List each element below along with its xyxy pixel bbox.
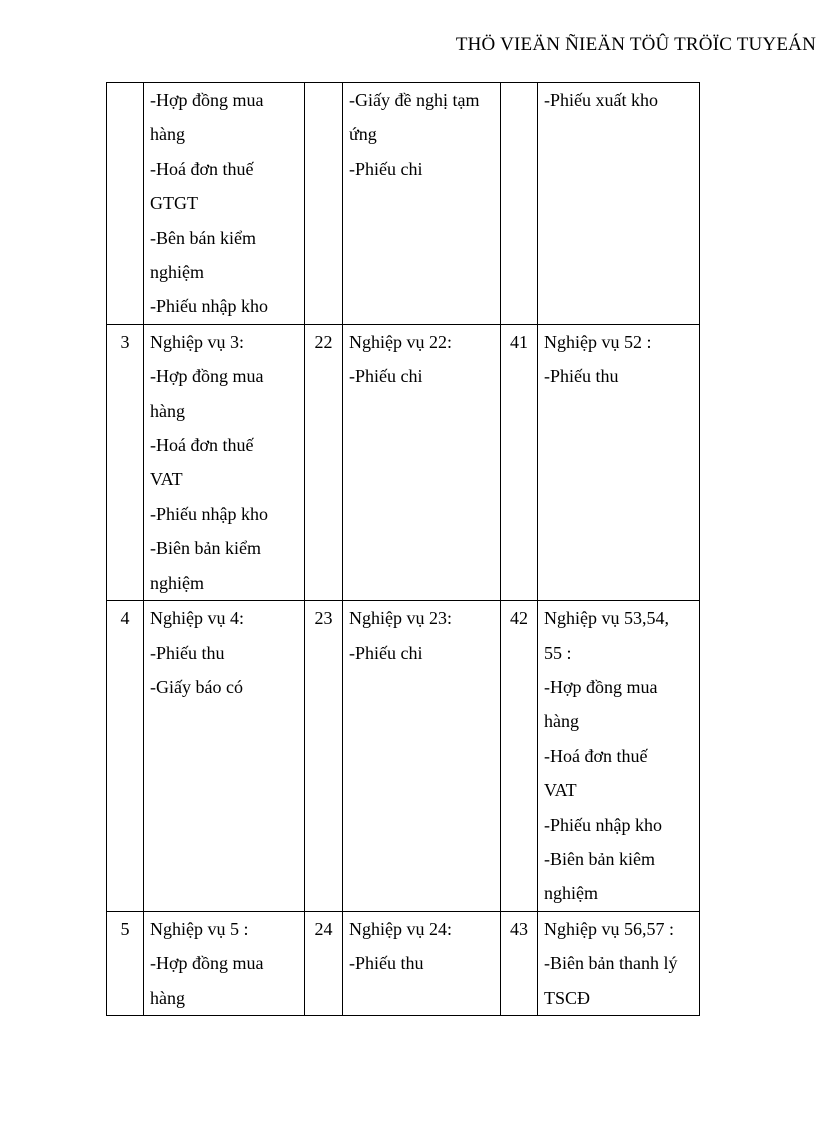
row-number-cell: 3 bbox=[107, 324, 144, 600]
cell-text-line: Nghiệp vụ 24: bbox=[349, 918, 452, 939]
cell-text-line: Nghiệp vụ 22: bbox=[349, 331, 452, 352]
cell-text-line: nghiệm bbox=[150, 572, 204, 593]
cell-text-line: hàng bbox=[150, 987, 185, 1008]
document-list-cell bbox=[538, 911, 700, 1015]
page-header-title: THÖ VIEÄN ÑIEÄN TÖÛ TRÖÏC TUYEÁN bbox=[455, 34, 816, 55]
row-number-cell bbox=[501, 83, 538, 325]
row-number-cell: 42 bbox=[501, 601, 538, 912]
cell-text-line: nghiệm bbox=[544, 883, 598, 904]
cell-text-line: -Biên bản thanh lý bbox=[544, 953, 678, 974]
document-list-cell bbox=[538, 83, 700, 325]
cell-text-line: -Phiếu nhập kho bbox=[150, 503, 268, 524]
cell-text-line: -Bên bán kiểm bbox=[150, 227, 256, 248]
row-number-cell: 4 bbox=[107, 601, 144, 912]
cell-text-line: -Giấy đề nghị tạm bbox=[349, 90, 480, 110]
cell-text-line: -Hợp đồng mua bbox=[544, 676, 658, 697]
row-number-cell bbox=[305, 83, 343, 325]
cell-text-line: -Giấy báo có bbox=[150, 676, 243, 697]
row-number-cell: 43 bbox=[501, 911, 538, 1015]
row-number-cell bbox=[107, 83, 144, 325]
document-list-cell bbox=[144, 83, 305, 325]
document-list-cell bbox=[538, 601, 700, 912]
cell-text-line: Nghiệp vụ 5 : bbox=[150, 918, 249, 939]
cell-text-line: Nghiệp vụ 56,57 : bbox=[544, 918, 674, 939]
document-list-cell bbox=[144, 911, 305, 1015]
cell-text-line: Nghiệp vụ 3: bbox=[150, 331, 244, 352]
cell-text-line: -Phiếu thu bbox=[544, 366, 619, 387]
cell-text-line: Nghiệp vụ 4: bbox=[150, 608, 244, 629]
row-number-cell: 22 bbox=[305, 324, 343, 600]
cell-text-line: -Phiếu chi bbox=[349, 366, 423, 387]
cell-text-line: -Phiếu chi bbox=[349, 642, 423, 663]
cell-text-line: -Hoá đơn thuế bbox=[544, 745, 648, 766]
cell-text-line: -Hợp đồng mua bbox=[150, 90, 264, 110]
cell-text-line: Nghiệp vụ 23: bbox=[349, 608, 452, 629]
document-table-body bbox=[107, 83, 700, 1016]
table-row bbox=[107, 324, 700, 600]
document-list-cell bbox=[343, 324, 501, 600]
document-list-cell bbox=[144, 324, 305, 600]
document-list-cell bbox=[538, 324, 700, 600]
cell-text-line: -Biên bản kiểm bbox=[150, 538, 261, 559]
cell-text-line: hàng bbox=[544, 711, 579, 732]
document-list-cell bbox=[343, 911, 501, 1015]
cell-text-line: TSCĐ bbox=[544, 987, 591, 1008]
document-list-cell bbox=[343, 83, 501, 325]
table-row bbox=[107, 601, 700, 912]
row-number-cell: 41 bbox=[501, 324, 538, 600]
table-row bbox=[107, 911, 700, 1015]
cell-text-line: hàng bbox=[150, 400, 185, 421]
cell-text-line: -Hợp đồng mua bbox=[150, 953, 264, 974]
cell-text-line: ứng bbox=[349, 124, 377, 145]
cell-text-line: -Phiếu thu bbox=[150, 642, 225, 663]
cell-text-line: -Hoá đơn thuế bbox=[150, 158, 254, 179]
cell-text-line: 55 : bbox=[544, 642, 572, 663]
document-table bbox=[106, 82, 700, 1016]
cell-text-line: -Hoá đơn thuế bbox=[150, 435, 254, 456]
cell-text-line: Nghiệp vụ 52 : bbox=[544, 331, 652, 352]
row-number-cell: 24 bbox=[305, 911, 343, 1015]
cell-text-line: -Phiếu thu bbox=[349, 953, 424, 974]
cell-text-line: -Phiếu nhập kho bbox=[150, 296, 268, 317]
cell-text-line: -Phiếu chi bbox=[349, 158, 423, 179]
cell-text-line: -Biên bản kiêm bbox=[544, 848, 655, 869]
cell-text-line: VAT bbox=[544, 780, 577, 801]
cell-text-line: -Phiếu xuất kho bbox=[544, 90, 658, 110]
document-list-cell bbox=[343, 601, 501, 912]
cell-text-line: nghiệm bbox=[150, 262, 204, 283]
document-list-cell bbox=[144, 601, 305, 912]
cell-text-line: GTGT bbox=[150, 193, 198, 214]
cell-text-line: -Hợp đồng mua bbox=[150, 366, 264, 387]
cell-text-line: VAT bbox=[150, 469, 183, 490]
cell-text-line: hàng bbox=[150, 124, 185, 145]
cell-text-line: Nghiệp vụ 53,54, bbox=[544, 608, 669, 629]
row-number-cell: 5 bbox=[107, 911, 144, 1015]
cell-text-line: -Phiếu nhập kho bbox=[544, 814, 662, 835]
table-row bbox=[107, 83, 700, 325]
row-number-cell: 23 bbox=[305, 601, 343, 912]
